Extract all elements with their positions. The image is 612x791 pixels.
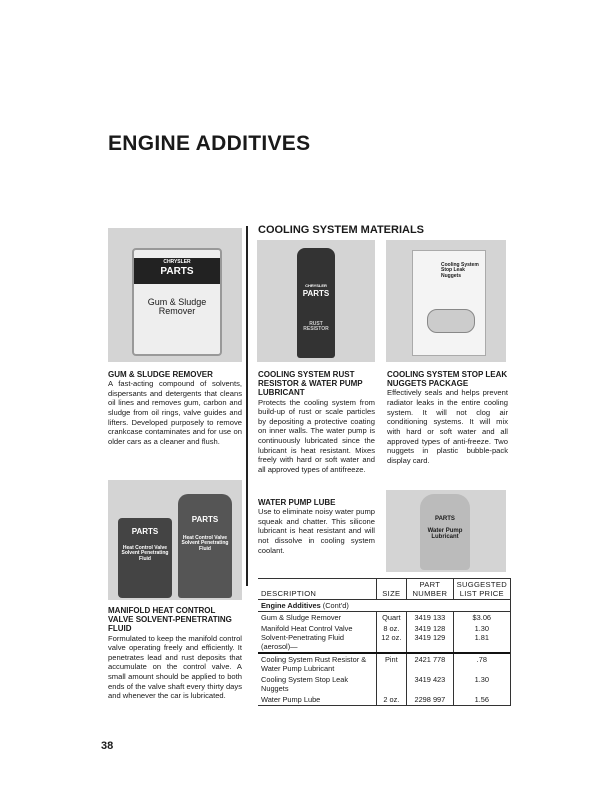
- table-row: [258, 674, 510, 694]
- price-table: [258, 578, 511, 706]
- rust-resistor-photo: CHRYSLER PARTS RUST RESISTOR: [257, 240, 375, 362]
- product-rust-resistor: COOLING SYSTEM RUST RESISTOR & WATER PUMP LUBRICANT Protects the cooling system from build-up of rust or scale particles by depositing a protective coating on inner walls. The water pump is continuously lubricated since the lubricant is heat resistant. Mixes freely with hard or soft water and all approved types of antifreeze.: [258, 370, 375, 475]
- cell-size: Quart: [376, 612, 407, 624]
- header-description: DESCRIPTION: [258, 579, 376, 600]
- cell-price: 1.30: [453, 674, 510, 694]
- gum-sludge-photo: CHRYSLER PARTS Gum & Sludge Remover: [108, 228, 242, 362]
- cell-description: Gum & Sludge Remover: [261, 613, 342, 622]
- cell-part: 3419 423: [407, 674, 453, 694]
- cell-price: 1.30 1.81: [453, 623, 510, 653]
- group-row: Engine Additives (Cont'd): [261, 601, 349, 610]
- cell-part: 2421 778: [407, 653, 453, 674]
- header-part: PART NUMBER: [407, 579, 453, 600]
- product-heat-control: MANIFOLD HEAT CONTROL VALVE SOLVENT-PENETRATING FLUID Formulated to keep the manifold control valve operating freely and efficiently. It penetrates lead and rust deposits that accumulate on the control valve. A small amount should be applied to both ends of the valve shaft every thirty days and whenever the car is lubricated.: [108, 606, 242, 701]
- cell-description: Water Pump Lube: [261, 695, 321, 704]
- cell-size: Pint: [376, 653, 407, 674]
- table-row: [258, 694, 510, 705]
- product-stop-leak: COOLING SYSTEM STOP LEAK NUGGETS PACKAGE Effectively seals and helps prevent radiator leaks in the entire cooling system. It will not clog air conditioning systems. It will mix with hard or soft water and all approved types of anti-freeze. Two nuggets in plastic bubble-pack display card.: [387, 370, 508, 465]
- table-row: [258, 653, 510, 674]
- cell-part: 3419 128 3419 129: [407, 623, 453, 653]
- cell-part: 3419 133: [407, 612, 453, 624]
- stop-leak-nuggets-photo: Cooling System Stop Leak Nuggets: [386, 240, 506, 362]
- section-title: COOLING SYSTEM MATERIALS: [258, 224, 425, 236]
- product-water-pump-lube: WATER PUMP LUBE Use to eliminate noisy water pump squeak and chatter. This silicone lubricant is heat resistant and will not dissolve in cooling system coolant.: [258, 498, 375, 555]
- water-pump-lube-photo: PARTS Water Pump Lubricant: [386, 490, 506, 572]
- vertical-divider: [246, 226, 248, 586]
- cell-size: 8 oz. 12 oz.: [376, 623, 407, 653]
- table-row: [258, 623, 510, 653]
- header-price: SUGGESTED LIST PRICE: [453, 579, 510, 600]
- header-size: SIZE: [376, 579, 407, 600]
- cell-description: Cooling System Rust Resistor & Water Pump Lubricant: [261, 655, 367, 673]
- page-number: 38: [101, 740, 114, 752]
- cell-size: [376, 674, 407, 694]
- cell-size: 2 oz.: [376, 694, 407, 705]
- page-title: ENGINE ADDITIVES: [108, 132, 311, 155]
- cell-part: 2298 997: [407, 694, 453, 705]
- cell-description: Cooling System Stop Leak Nuggets: [261, 675, 349, 693]
- cell-price: 1.56: [453, 694, 510, 705]
- heat-control-photo: PARTS Heat Control Valve Solvent Penetrating Fluid PARTS Heat Control Valve Solvent Penetrating Fluid: [108, 480, 242, 600]
- cell-price: .78: [453, 653, 510, 674]
- table-row: [258, 612, 510, 624]
- cell-price: $3.06: [453, 612, 510, 624]
- product-gum-sludge: GUM & SLUDGE REMOVER A fast-acting compound of solvents, dispersants and detergents that cleans oil lines and removes gum, carbon and sludge from oil rings, valve guides and lifters. Developed purposely to remove crankcase contaminates and for use on older cars as a cleaner and flush.: [108, 370, 242, 447]
- cell-description: Manifold Heat Control Valve Solvent-Penetrating Fluid (aerosol)—: [261, 624, 353, 651]
